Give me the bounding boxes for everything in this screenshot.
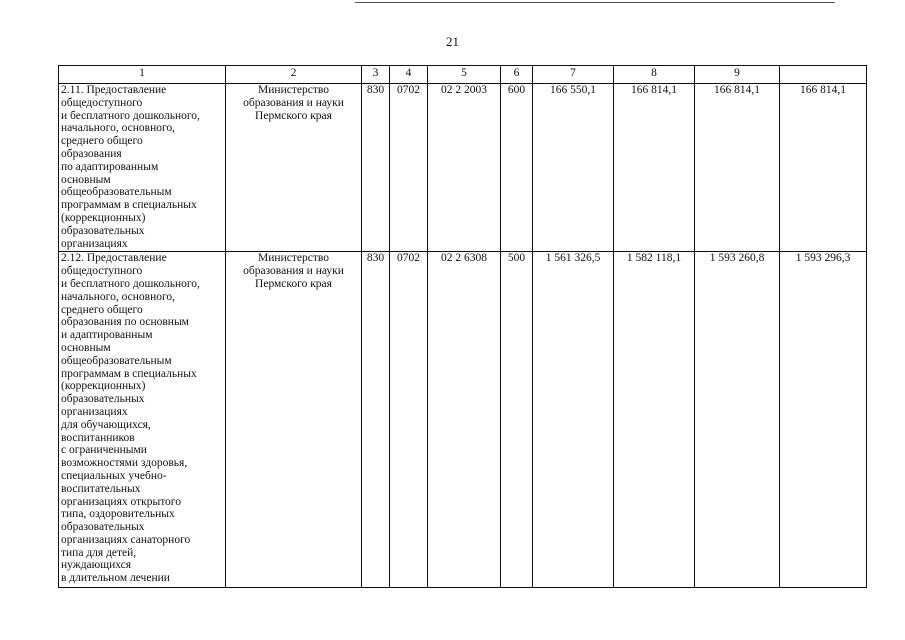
target-article-cell: 02 2 6308 bbox=[428, 252, 501, 588]
amount-cell: 1 593 260,8 bbox=[695, 252, 780, 588]
amount-cell: 166 814,1 bbox=[614, 84, 695, 252]
section-code-cell: 0702 bbox=[390, 84, 428, 252]
grbs-code-cell: 830 bbox=[362, 84, 390, 252]
column-header: 1 bbox=[59, 66, 226, 84]
column-header: 9 bbox=[695, 66, 780, 84]
program-name-cell: 2.11. Предоставление общедоступного и бесплатного дошкольного, начального, основного, среднего общего образования по адаптированным основным общеобразовательным программам в специальных (коррекционных) образовательных организациях bbox=[59, 84, 226, 252]
expense-type-cell: 600 bbox=[501, 84, 533, 252]
column-header: 8 bbox=[614, 66, 695, 84]
grbs-code-cell: 830 bbox=[362, 252, 390, 588]
column-header: 2 bbox=[226, 66, 362, 84]
page-number: 21 bbox=[446, 34, 459, 49]
column-header: 3 bbox=[362, 66, 390, 84]
target-article-cell: 02 2 2003 bbox=[428, 84, 501, 252]
column-header: 6 bbox=[501, 66, 533, 84]
amount-cell: 166 550,1 bbox=[533, 84, 614, 252]
top-rule bbox=[355, 2, 835, 3]
section-code-cell: 0702 bbox=[390, 252, 428, 588]
header-row bbox=[59, 66, 867, 84]
table-row bbox=[59, 84, 867, 252]
column-header bbox=[780, 66, 867, 84]
amount-cell: 1 593 296,3 bbox=[780, 252, 867, 588]
administrator-cell: Министерство образования и науки Пермского края bbox=[226, 252, 362, 588]
amount-cell: 166 814,1 bbox=[695, 84, 780, 252]
program-name-cell: 2.12. Предоставление общедоступного и бесплатного дошкольного, начального, основного, среднего общего образования по основным и адаптированным основным общеобразовательным программам в специальных (коррекционных) образовательных организациях для обучающихся, воспитанников с ограниченными возможностями здоровья, специальных учебно- воспитательных организациях открытого типа, оздоровительных образовательных организациях санаторного типа для детей, нуждающихся в длительном лечении bbox=[59, 252, 226, 588]
table-row bbox=[59, 252, 867, 588]
column-header: 7 bbox=[533, 66, 614, 84]
column-header: 5 bbox=[428, 66, 501, 84]
amount-cell: 1 561 326,5 bbox=[533, 252, 614, 588]
expense-type-cell: 500 bbox=[501, 252, 533, 588]
amount-cell: 1 582 118,1 bbox=[614, 252, 695, 588]
column-header: 4 bbox=[390, 66, 428, 84]
budget-table bbox=[58, 65, 867, 588]
administrator-cell: Министерство образования и науки Пермского края bbox=[226, 84, 362, 252]
amount-cell: 166 814,1 bbox=[780, 84, 867, 252]
